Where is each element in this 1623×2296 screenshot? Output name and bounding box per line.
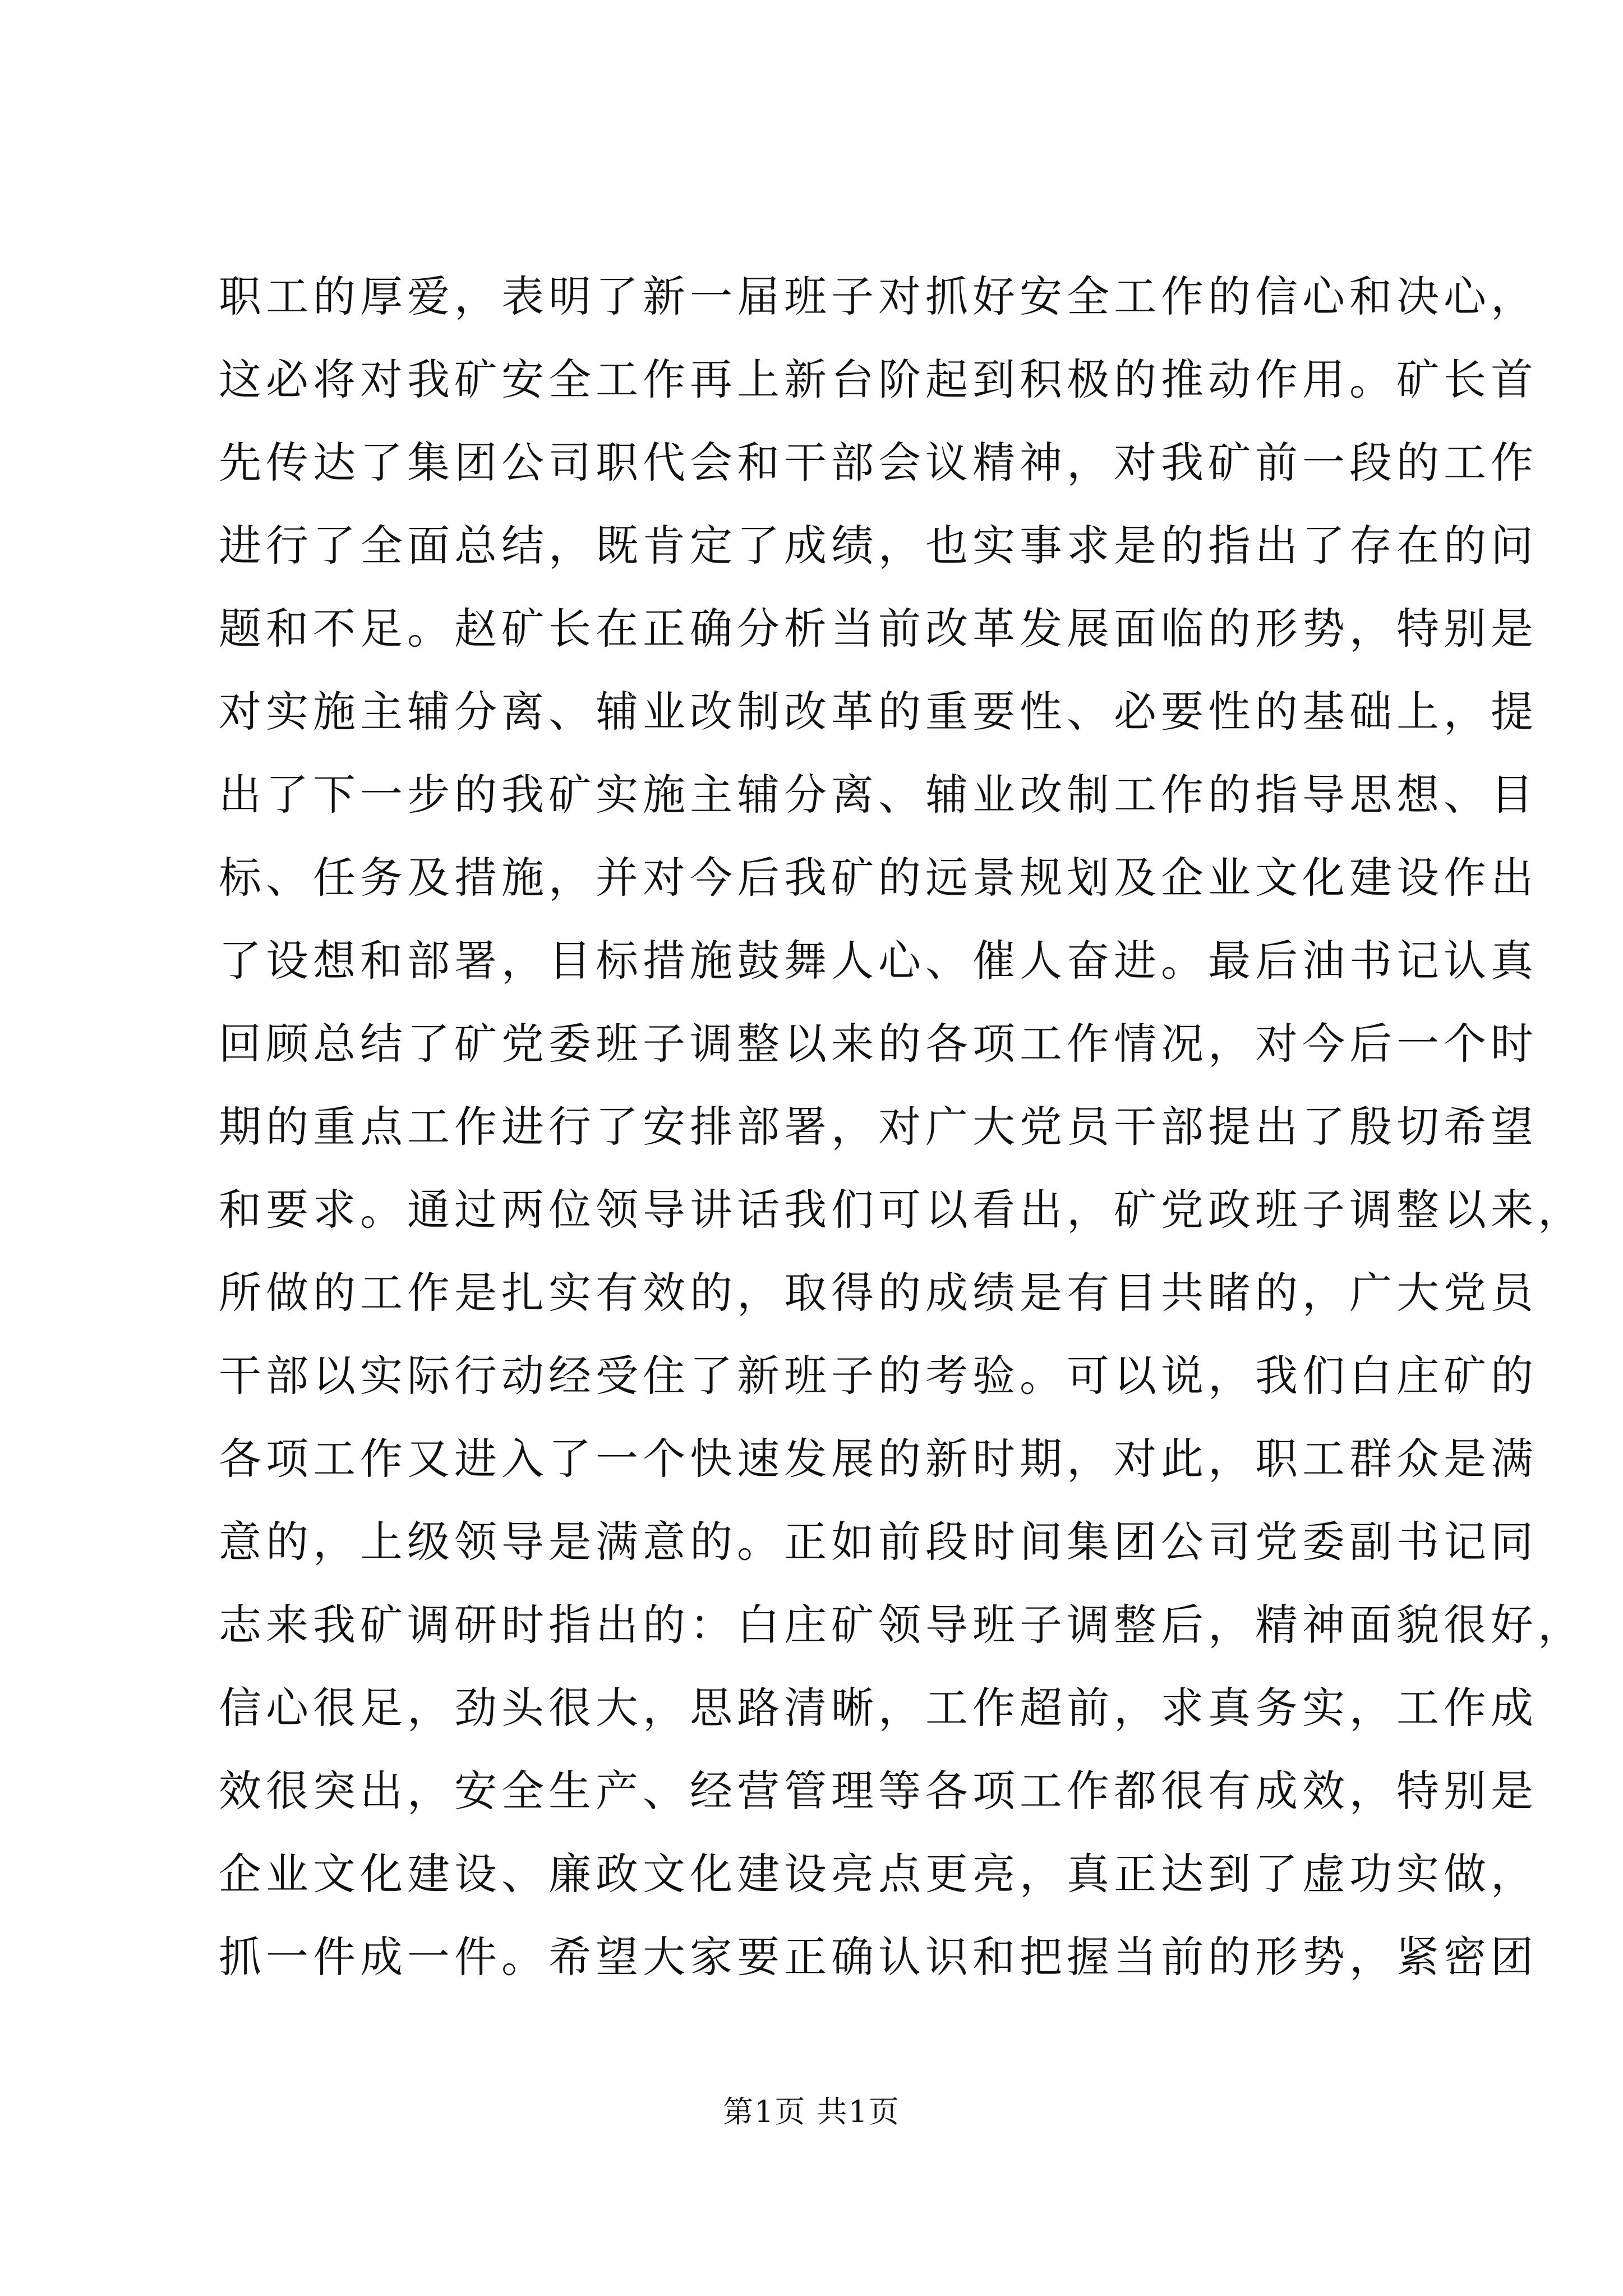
text-line: 标、任务及措施，并对今后我矿的远景规划及企业文化建设作出 xyxy=(219,853,1538,903)
text-line: 和要求。通过两位领导讲话我们可以看出，矿党政班子调整以来， xyxy=(219,1185,1585,1235)
text-line: 各项工作又进入了一个快速发展的新时期，对此，职工群众是满 xyxy=(219,1434,1538,1484)
text-line: 所做的工作是扎实有效的，取得的成绩是有目共睹的，广大党员 xyxy=(219,1268,1538,1318)
text-line: 进行了全面总结，既肯定了成绩，也实事求是的指出了存在的问 xyxy=(219,521,1538,570)
text-line: 这必将对我矿安全工作再上新台阶起到积极的推动作用。矿长首 xyxy=(219,355,1538,404)
text-line: 了设想和部署，目标措施鼓舞人心、催人奋进。最后油书记认真 xyxy=(219,936,1538,986)
text-line: 志来我矿调研时指出的：白庄矿领导班子调整后，精神面貌很好， xyxy=(219,1600,1585,1650)
body-text xyxy=(219,255,1585,1999)
page-footer: 第1页 共1页 xyxy=(723,2094,900,2129)
text-line: 干部以实际行动经受住了新班子的考验。可以说，我们白庄矿的 xyxy=(219,1351,1538,1401)
text-line: 职工的厚爱，表明了新一届班子对抓好安全工作的信心和决心， xyxy=(219,272,1538,321)
text-line: 出了下一步的我矿实施主辅分离、辅业改制工作的指导思想、目 xyxy=(219,770,1538,820)
text-line: 先传达了集团公司职代会和干部会议精神，对我矿前一段的工作 xyxy=(219,438,1538,487)
text-line: 回顾总结了矿党委班子调整以来的各项工作情况，对今后一个时 xyxy=(219,1019,1538,1069)
text-line: 信心很足，劲头很大，思路清晰，工作超前，求真务实，工作成 xyxy=(219,1683,1538,1733)
text-line: 对实施主辅分离、辅业改制改革的重要性、必要性的基础上，提 xyxy=(219,687,1538,737)
text-line: 题和不足。赵矿长在正确分析当前改革发展面临的形势，特别是 xyxy=(219,604,1538,654)
text-line: 意的，上级领导是满意的。正如前段时间集团公司党委副书记同 xyxy=(219,1517,1538,1567)
text-line: 效很突出，安全生产、经营管理等各项工作都很有成效，特别是 xyxy=(219,1766,1538,1816)
text-line: 期的重点工作进行了安排部署，对广大党员干部提出了殷切希望 xyxy=(219,1102,1538,1152)
text-line: 企业文化建设、廉政文化建设亮点更亮，真正达到了虚功实做， xyxy=(219,1849,1538,1899)
text-line: 抓一件成一件。希望大家要正确认识和把握当前的形势，紧密团 xyxy=(219,1932,1538,1982)
